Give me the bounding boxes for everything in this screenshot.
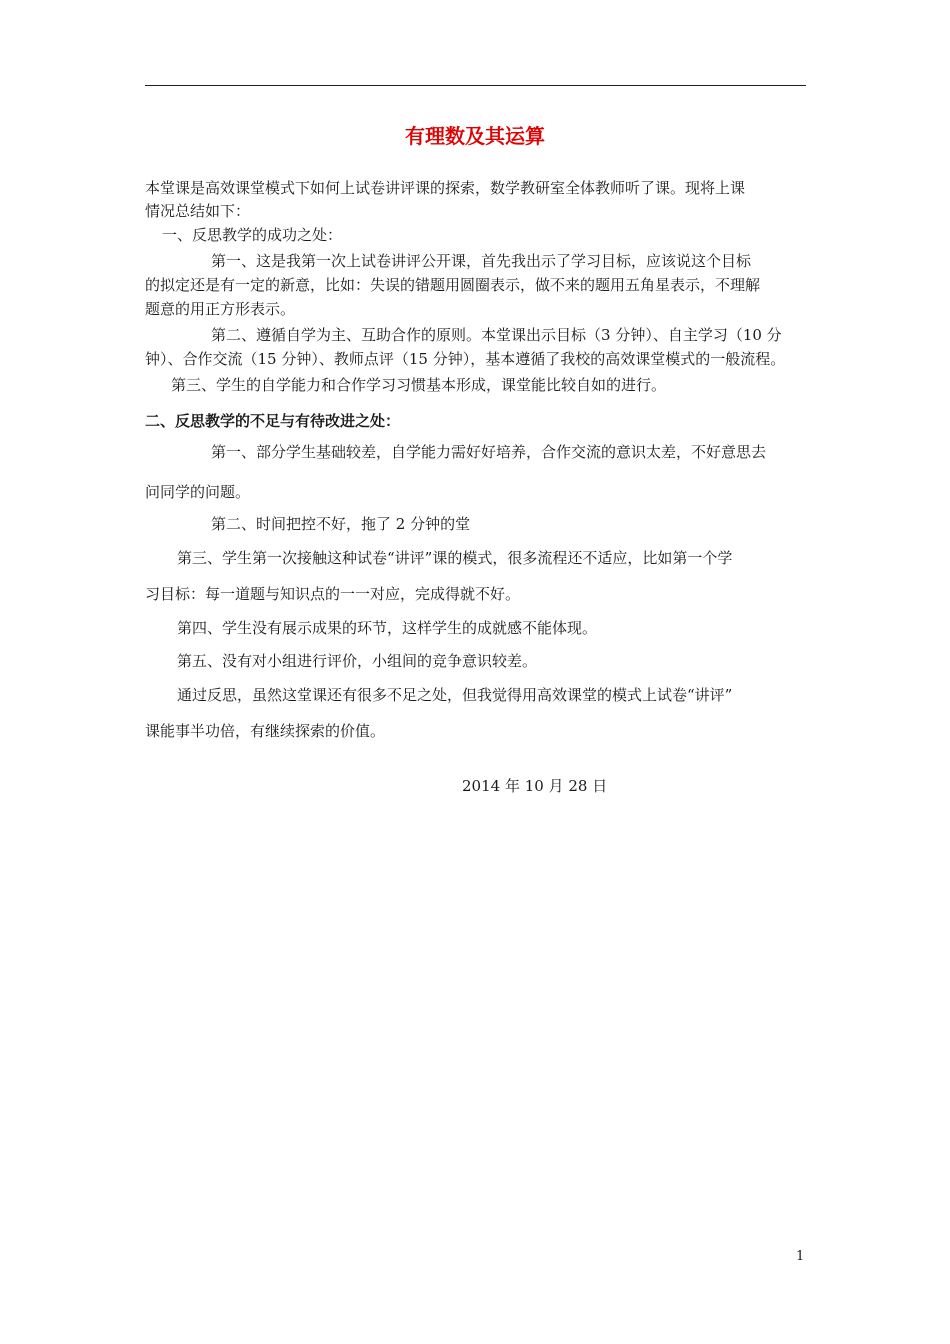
text-line: 第五、没有对小组进行评价，小组间的竞争意识较差。 <box>177 652 538 670</box>
text-line: 题意的用正方形表示。 <box>145 300 296 318</box>
text-line: 的拟定还是有一定的新意，比如：失误的错题用圆圈表示，做不来的题用五角星表示，不理解 <box>145 276 761 294</box>
text-line: 第二、遵循自学为主、互助合作的原则。本堂课出示目标（3 分钟）、自主学习（10 分 <box>211 326 782 344</box>
document-title: 有理数及其运算 <box>405 124 545 148</box>
text-line: 通过反思，虽然这堂课还有很多不足之处，但我觉得用高效课堂的模式上试卷“讲评” <box>177 686 733 704</box>
text-line: 第三、学生的自学能力和合作学习习惯基本形成，课堂能比较自如的进行。 <box>171 376 667 394</box>
page-number: 1 <box>796 1249 805 1264</box>
text-line: 课能事半功倍，有继续探索的价值。 <box>145 722 386 740</box>
text-line: 第一、部分学生基础较差，自学能力需好好培养，合作交流的意识太差，不好意思去 <box>211 443 767 461</box>
text-line: 情况总结如下： <box>145 202 251 220</box>
header-rule <box>145 85 806 86</box>
document-date: 2014 年 10 月 28 日 <box>462 777 608 795</box>
text-line: 问同学的问题。 <box>145 483 251 501</box>
section-heading: 二、反思教学的不足与有待改进之处： <box>145 412 401 430</box>
text-line: 第三、学生第一次接触这种试卷“讲评”课的模式，很多流程还不适应，比如第一个学 <box>177 549 733 567</box>
text-line: 习目标：每一道题与知识点的一一对应，完成得就不好。 <box>145 585 521 603</box>
text-line: 第一、这是我第一次上试卷讲评公开课，首先我出示了学习目标，应该说这个目标 <box>211 252 752 270</box>
text-line: 第二、时间把控不好，拖了 2 分钟的堂 <box>211 515 471 533</box>
text-line: 第四、学生没有展示成果的环节，这样学生的成就感不能体现。 <box>177 619 598 637</box>
text-line: 本堂课是高效课堂模式下如何上试卷讲评课的探索，数学教研室全体教师听了课。现将上课 <box>145 179 746 197</box>
section-heading: 一、反思教学的成功之处： <box>162 226 343 244</box>
text-line: 钟）、合作交流（15 分钟）、教师点评（15 分钟），基本遵循了我校的高效课堂模式的一般流程。 <box>145 350 786 368</box>
